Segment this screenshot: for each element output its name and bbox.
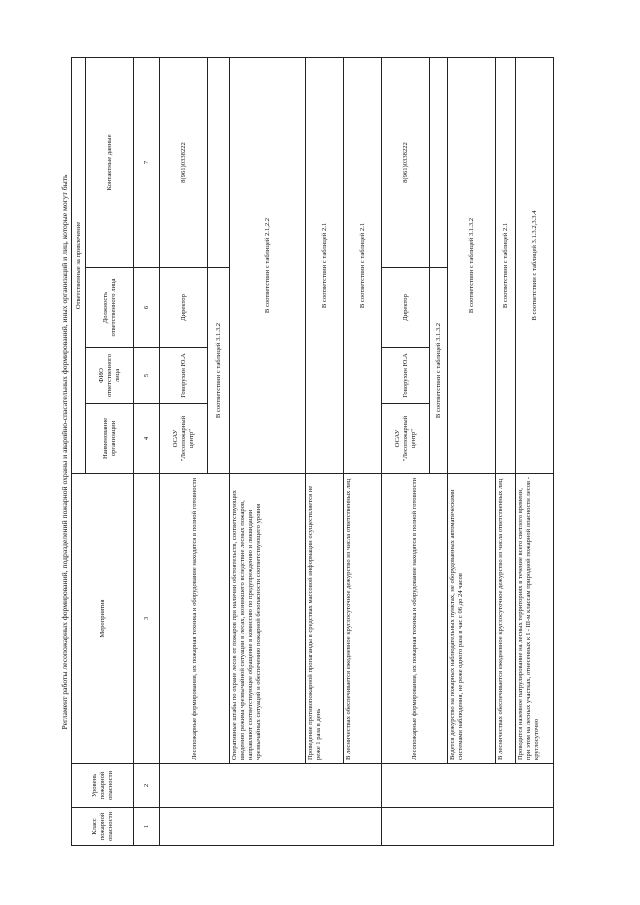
header-position: Должность ответственного лица — [86, 268, 134, 348]
rotated-page — [60, 58, 576, 846]
col-number: 6 — [134, 268, 160, 348]
header-fio: ФИО ответственного лица — [86, 348, 134, 404]
contacts-cell: 8(961)0338222 — [160, 57, 208, 267]
header-level: Уровень пожарной опасности — [72, 764, 134, 808]
header-responsible: Ответственные за привлечение — [72, 57, 86, 473]
col-number: 1 — [134, 808, 160, 846]
measure-cell: В лесничествах обеспечивается ежедневное круглосуточное дежурство из числа ответственных лиц — [344, 474, 382, 764]
class-cell — [160, 808, 382, 846]
merged-responsible-cell: В соответствии с таблицей 2.1 — [496, 57, 516, 473]
contacts-cell: 8(961)0338222 — [382, 57, 430, 267]
col-number: 2 — [134, 764, 160, 808]
col-number: 5 — [134, 348, 160, 404]
measure-cell: В лесничествах обеспечивается ежедневное круглосуточное дежурство из числа ответственных лиц — [496, 474, 516, 764]
col-number: 4 — [134, 404, 160, 474]
header-contacts: Контактные данные — [86, 57, 134, 267]
measure-cell: Лесопожарные формирования, их пожарная техника и оборудование находятся в полной готовности — [382, 474, 448, 764]
org-cell: ОСАУ "Лесопожарный центр" — [160, 404, 208, 474]
level-cell — [160, 764, 382, 808]
level-cell — [382, 764, 554, 808]
col-number: 7 — [134, 57, 160, 267]
header-class: Класс пожарной опасности — [72, 808, 134, 846]
class-cell — [382, 808, 554, 846]
empty-cell — [430, 57, 448, 267]
document-title: Регламент работы лесопожарных формирований, подразделений пожарной охраны и аварийно-спасательных формирований, иных организаций и лиц, которые могут быть — [60, 174, 69, 730]
header-measures: Мероприятия — [72, 474, 134, 764]
measure-cell: Проведение противопожарной пропаганды в средствах массовой информации осуществляется не реже 1 раза в день — [306, 474, 344, 764]
measure-cell: Ведется дежурство на пожарных наблюдательных пунктах, не оборудованных автоматическими системами наблюдения, не реже одного раза в час с 06 до 24 часов — [448, 474, 496, 764]
regulation-table — [71, 57, 554, 846]
merged-responsible-cell: В соответствии с таблицей 2.1 — [306, 57, 344, 473]
merged-responsible-cell: В соответствии с таблицей 2.1 — [344, 57, 382, 473]
fio-cell: Говорухин Ю.А — [160, 348, 208, 404]
merged-responsible-cell: В соответствии с таблицей 2.1,2.2 — [230, 57, 306, 473]
measure-cell: Проводится наземное патрулирование на лесных территориях в течение всего светлого времени, при этом на лесных участках, отнесенных к I - III-м классам природной пожарной опасности лесов - круглосуточно — [516, 474, 554, 764]
header-org: Наименование организации — [86, 404, 134, 474]
merged-responsible-cell: В соответствии с таблицей 3.1.3.2 — [430, 268, 448, 474]
col-number: 3 — [134, 474, 160, 764]
measure-cell: Лесопожарные формирования, их пожарная техника и оборудование находятся в полной готовности — [160, 474, 230, 764]
merged-responsible-cell: В соответствии с таблицей 3.1.3.2 — [448, 57, 496, 473]
merged-responsible-cell: В соответствии с таблицей 3.1.3.2 — [208, 268, 230, 474]
merged-responsible-cell: В соответствии с таблицей 3.1.3.2,3.3.4 — [516, 57, 554, 473]
position-cell: Директор — [382, 268, 430, 348]
empty-cell — [208, 57, 230, 267]
fio-cell: Говорухин Ю.А — [382, 348, 430, 404]
position-cell: Директор — [160, 268, 208, 348]
measure-cell: Оперативные штабы по охране лесов от пожаров при наличии обстоятельств, соответствующих введению режима чрезвычайной ситуации в лесах, возникшего вследствие лесных пожаров, направляют соответствующее обращение в комиссию по предупреждению и ликвидации чрезвычайных ситуаций и обеспечению пожарной безопасности соответствующего уровня — [230, 474, 306, 764]
org-cell: ОСАУ "Лесопожарный центр" — [382, 404, 430, 474]
